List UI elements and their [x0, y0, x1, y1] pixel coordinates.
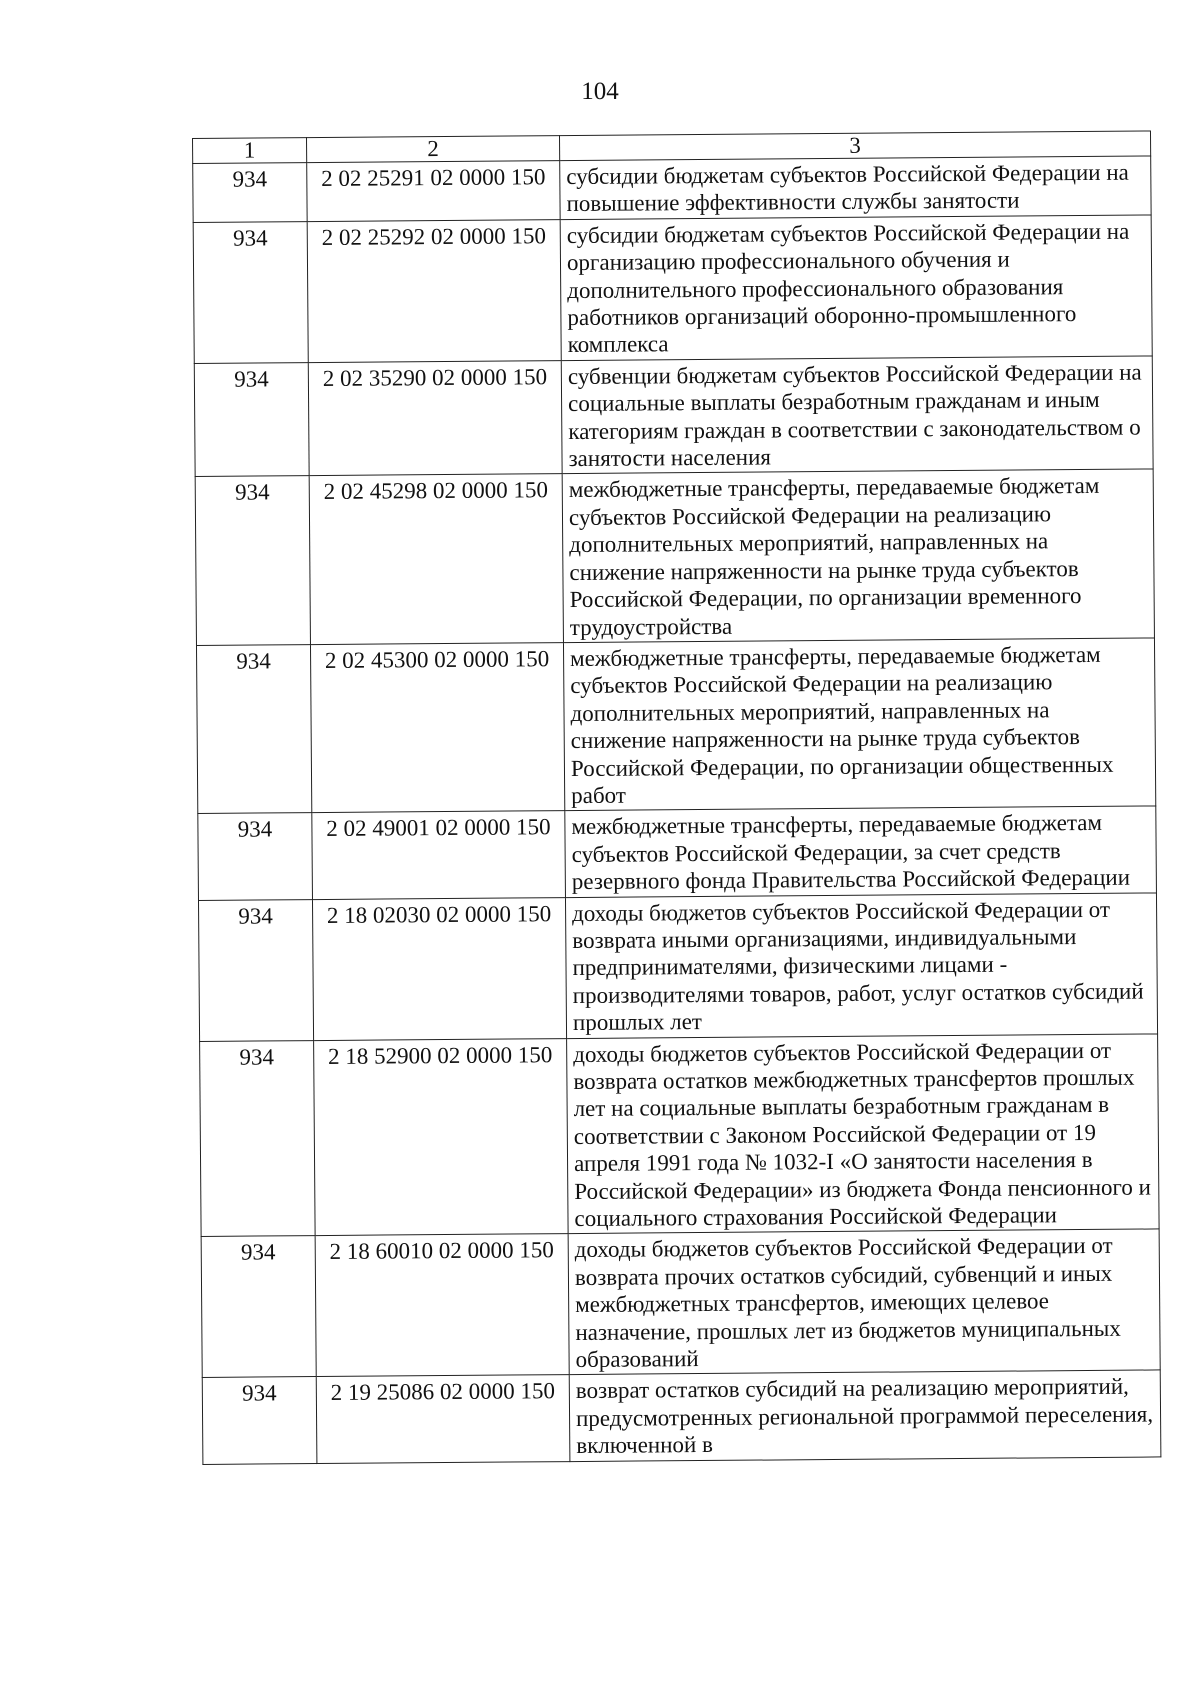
admin-code-cell: 934 — [198, 813, 313, 900]
table-row — [196, 638, 1155, 814]
description-cell: доходы бюджетов субъектов Российской Федерации от возврата прочих остатков субсидий, субвенций и иных межбюджетных трансфертов, имеющих целевое назначение, прошлых лет из бюджетов муниципальных образований — [568, 1229, 1160, 1375]
table-row — [200, 1034, 1160, 1237]
budget-code-cell: 2 02 35290 02 0000 150 — [308, 360, 562, 476]
budget-code-cell: 2 02 25291 02 0000 150 — [307, 161, 560, 222]
admin-code-cell: 934 — [201, 1236, 316, 1378]
column-header-1: 1 — [193, 138, 307, 164]
revenue-codes-table-wrapper — [192, 130, 1160, 1464]
table-row — [202, 1370, 1161, 1464]
budget-code-cell: 2 02 45298 02 0000 150 — [309, 474, 563, 644]
budget-code-cell: 2 18 60010 02 0000 150 — [315, 1234, 569, 1377]
budget-code-cell: 2 19 25086 02 0000 150 — [316, 1375, 570, 1463]
description-cell: возврат остатков субсидий на реализацию мероприятий, предусмотренных региональной программой переселения, включенной в — [569, 1370, 1161, 1461]
admin-code-cell: 934 — [193, 221, 308, 363]
table-row — [194, 356, 1153, 477]
description-cell: доходы бюджетов субъектов Российской Федерации от возврата иными организациями, индивидуальными предпринимателями, физическими лицами - производителями товаров, работ, услуг остатков субсидий прошлых лет — [565, 893, 1157, 1039]
table-row — [201, 1229, 1160, 1378]
table-row — [198, 893, 1157, 1042]
description-cell: межбюджетные трансферты, передаваемые бюджетам субъектов Российской Федерации на реализацию дополнительных мероприятий, направленных на снижение напряженности на рынке труда субъектов Российской Федерации, по организации общественных работ — [563, 638, 1155, 811]
admin-code-cell: 934 — [195, 476, 310, 645]
column-header-3: 3 — [559, 131, 1150, 161]
table-row — [193, 215, 1152, 364]
table-row — [193, 156, 1151, 222]
admin-code-cell: 934 — [198, 899, 313, 1041]
description-cell: доходы бюджетов субъектов Российской Федерации от возврата остатков межбюджетных трансфертов прошлых лет на социальные выплаты безработным гражданам в соответствии с Законом Российской Федерации от 19 апреля 1991 года № 1032-I «О занятости населения в Российской Федерации» из бюджета Фонда пенсионного и социального страхования Российской Федерации — [567, 1034, 1160, 1234]
admin-code-cell: 934 — [202, 1377, 317, 1464]
table-row — [198, 806, 1157, 900]
budget-code-cell: 2 18 02030 02 0000 150 — [312, 897, 566, 1040]
description-cell: субсидии бюджетам субъектов Российской Федерации на организацию профессионального обучения и дополнительного профессионального образования работников организаций оборонно-промышленного комплекса — [560, 215, 1152, 361]
admin-code-cell: 934 — [196, 644, 311, 813]
budget-code-cell: 2 02 49001 02 0000 150 — [312, 811, 566, 899]
budget-code-cell: 2 02 25292 02 0000 150 — [307, 219, 561, 362]
column-header-2: 2 — [307, 136, 560, 163]
description-cell: субвенции бюджетам субъектов Российской Федерации на социальные выплаты безработным гражданам и иным категориям граждан в соответствии с законодательством о занятости населения — [561, 356, 1153, 474]
description-cell: субсидии бюджетам субъектов Российской Федерации на повышение эффективности службы занятости — [560, 156, 1151, 219]
description-cell: межбюджетные трансферты, передаваемые бюджетам субъектов Российской Федерации на реализацию дополнительных мероприятий, направленных на снижение напряженности на рынке труда субъектов Российской Федерации, по организации временного трудоустройства — [562, 469, 1154, 642]
admin-code-cell: 934 — [193, 163, 307, 223]
revenue-codes-table — [192, 130, 1161, 1464]
admin-code-cell: 934 — [194, 362, 309, 477]
budget-code-cell: 2 02 45300 02 0000 150 — [310, 643, 564, 813]
page-number: 104 — [581, 78, 619, 105]
description-cell: межбюджетные трансферты, передаваемые бюджетам субъектов Российской Федерации, за счет средств резервного фонда Правительства Российской Федерации — [565, 806, 1157, 897]
admin-code-cell: 934 — [200, 1040, 316, 1237]
table-row — [195, 469, 1154, 645]
budget-code-cell: 2 18 52900 02 0000 150 — [314, 1038, 569, 1236]
